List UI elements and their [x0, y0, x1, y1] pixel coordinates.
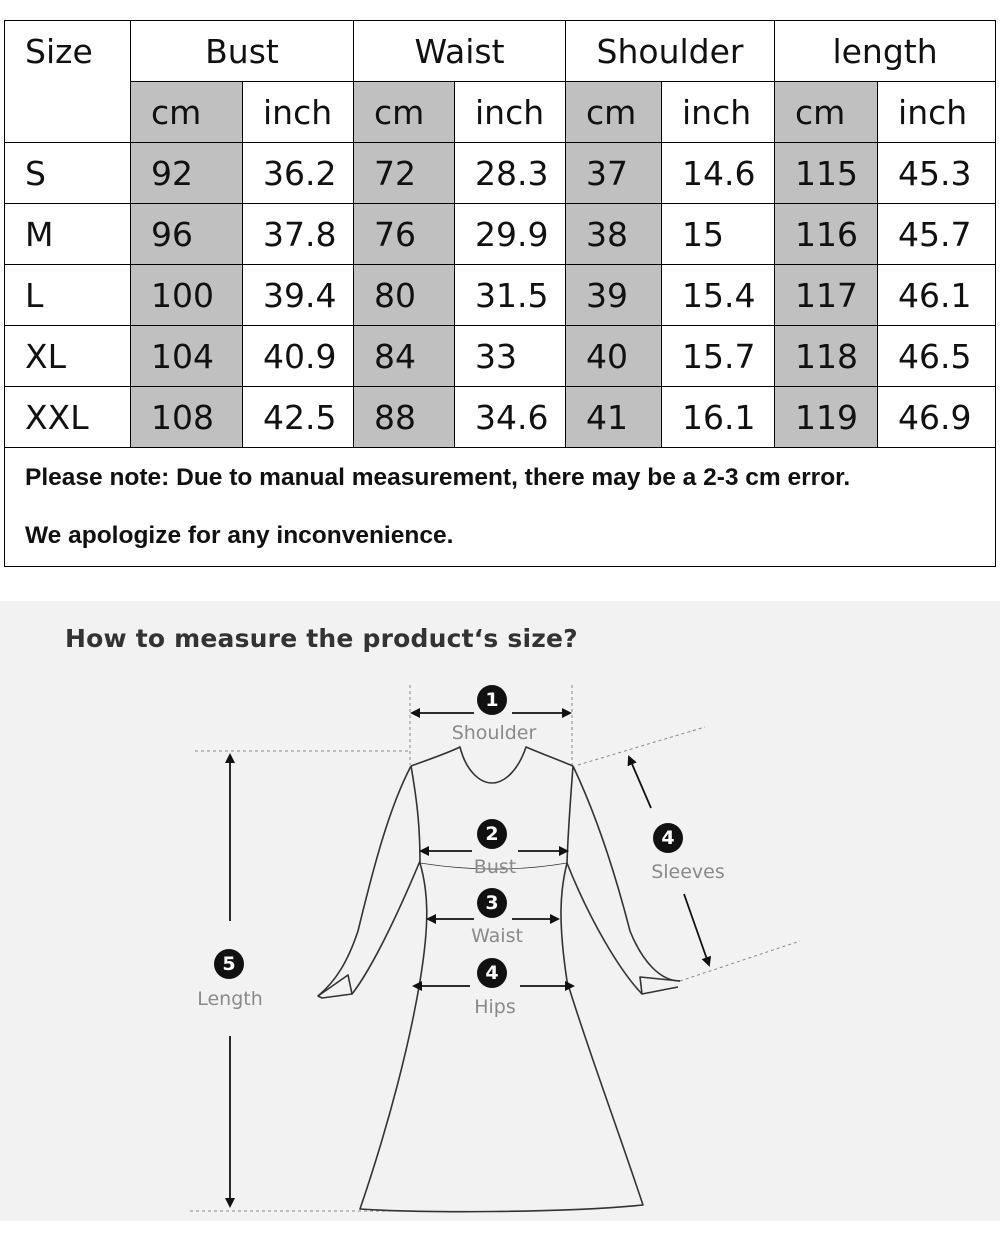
- note-row: [5, 448, 996, 567]
- table-cell: 116: [775, 204, 878, 265]
- table-cell: 115: [775, 143, 878, 204]
- guide-lines: [190, 685, 800, 1211]
- table-cell: 119: [775, 387, 878, 448]
- unit-header: cm: [566, 82, 662, 143]
- waist-label: Waist: [471, 925, 523, 947]
- note-line-2: We apologize for any inconvenience.: [25, 522, 454, 549]
- table-cell: 29.9: [455, 204, 566, 265]
- table-cell: 80: [354, 265, 455, 326]
- badge-4-hips: 4: [477, 958, 507, 988]
- badge-4-sleeves: 4: [653, 823, 683, 853]
- unit-header: cm: [131, 82, 243, 143]
- size-label: XL: [5, 326, 131, 387]
- table-row: [5, 265, 996, 326]
- table-cell: 38: [566, 204, 662, 265]
- badge-2: 2: [477, 819, 507, 849]
- table-cell: 84: [354, 326, 455, 387]
- badge-1: 1: [477, 685, 507, 715]
- table-cell: 72: [354, 143, 455, 204]
- table-cell: 92: [131, 143, 243, 204]
- table-cell: 42.5: [243, 387, 354, 448]
- unit-header: cm: [775, 82, 878, 143]
- table-row: [5, 143, 996, 204]
- table-cell: 46.9: [878, 387, 996, 448]
- table-cell: 88: [354, 387, 455, 448]
- table-row: [5, 387, 996, 448]
- table-header-row: [5, 21, 996, 82]
- table-cell: 36.2: [243, 143, 354, 204]
- length-header: length: [775, 21, 996, 82]
- unit-header: inch: [662, 82, 775, 143]
- size-chart-table: [4, 20, 996, 567]
- measurement-note: [5, 448, 996, 567]
- table-cell: 14.6: [662, 143, 775, 204]
- table-cell: 45.3: [878, 143, 996, 204]
- table-row: [5, 326, 996, 387]
- size-header: Size: [5, 21, 131, 143]
- table-row: [5, 204, 996, 265]
- table-cell: 37.8: [243, 204, 354, 265]
- table-cell: 15: [662, 204, 775, 265]
- shoulder-header: Shoulder: [566, 21, 775, 82]
- unit-header: inch: [878, 82, 996, 143]
- badge-5: 5: [214, 949, 244, 979]
- hips-label: Hips: [474, 996, 516, 1018]
- unit-header: cm: [354, 82, 455, 143]
- size-label: XXL: [5, 387, 131, 448]
- table-cell: 45.7: [878, 204, 996, 265]
- table-cell: 76: [354, 204, 455, 265]
- size-label: L: [5, 265, 131, 326]
- unit-header: inch: [455, 82, 566, 143]
- unit-header: inch: [243, 82, 354, 143]
- table-cell: 15.4: [662, 265, 775, 326]
- table-cell: 40: [566, 326, 662, 387]
- table-cell: 37: [566, 143, 662, 204]
- table-cell: 34.6: [455, 387, 566, 448]
- sleeves-label: Sleeves: [651, 861, 725, 883]
- table-cell: 33: [455, 326, 566, 387]
- table-cell: 39: [566, 265, 662, 326]
- table-cell: 39.4: [243, 265, 354, 326]
- table-cell: 41: [566, 387, 662, 448]
- badge-3: 3: [477, 888, 507, 918]
- bust-header: Bust: [131, 21, 354, 82]
- table-cell: 96: [131, 204, 243, 265]
- table-cell: 31.5: [455, 265, 566, 326]
- table-cell: 46.1: [878, 265, 996, 326]
- length-label: Length: [197, 988, 263, 1010]
- table-cell: 108: [131, 387, 243, 448]
- table-cell: 28.3: [455, 143, 566, 204]
- bust-label: Bust: [473, 856, 517, 878]
- table-cell: 118: [775, 326, 878, 387]
- shoulder-label: Shoulder: [451, 722, 537, 744]
- size-label: S: [5, 143, 131, 204]
- table-cell: 16.1: [662, 387, 775, 448]
- measure-guide: [0, 601, 1000, 1221]
- table-cell: 104: [131, 326, 243, 387]
- table-cell: 15.7: [662, 326, 775, 387]
- table-cell: 46.5: [878, 326, 996, 387]
- table-cell: 40.9: [243, 326, 354, 387]
- guide-title: How to measure the product‘s size?: [65, 624, 578, 653]
- table-cell: 100: [131, 265, 243, 326]
- waist-header: Waist: [354, 21, 566, 82]
- size-label: M: [5, 204, 131, 265]
- table-unit-row: [5, 82, 996, 143]
- measurement-arrows: [230, 713, 709, 1206]
- table-cell: 117: [775, 265, 878, 326]
- note-line-1: Please note: Due to manual measurement, there may be a 2-3 cm error.: [25, 464, 851, 491]
